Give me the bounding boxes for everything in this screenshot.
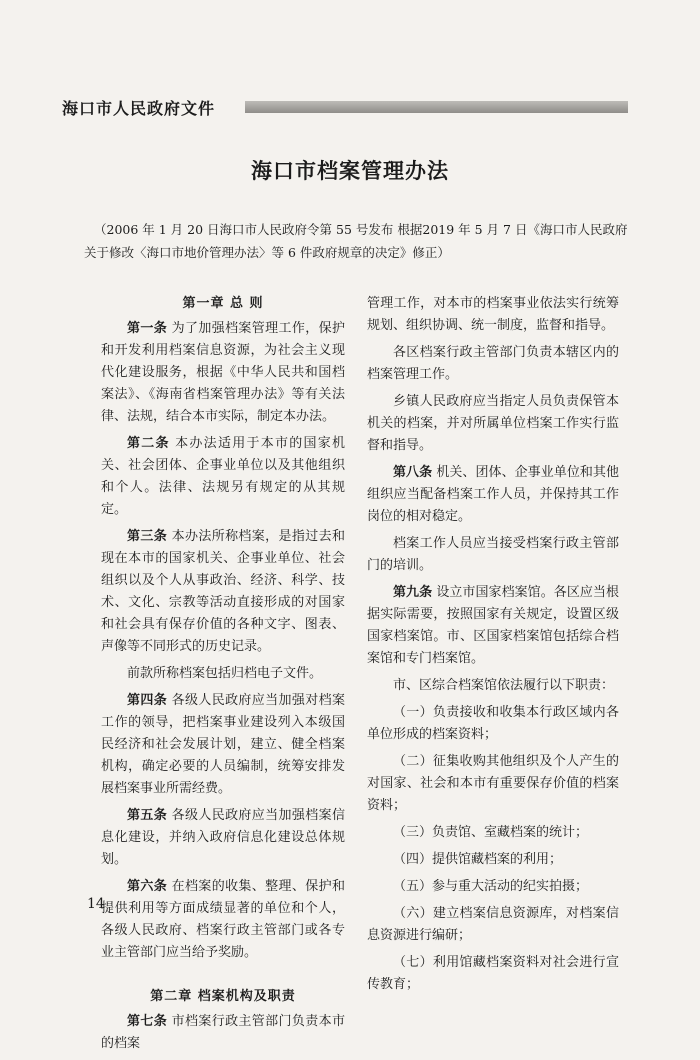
article-label: 第二条 bbox=[127, 436, 170, 451]
article-3 bbox=[101, 526, 345, 658]
document-title: 海口市档案管理办法 bbox=[251, 158, 449, 183]
header-rule bbox=[245, 101, 628, 113]
article-text: 市档案行政主管部门负责本市的档案 bbox=[101, 1014, 345, 1051]
article-text: 本办法适用于本市的国家机关、社会团体、企事业单位以及其他组织和个人。法律、法规另有规定的从其规定。 bbox=[101, 436, 345, 517]
article-7 bbox=[101, 1011, 345, 1055]
article-3-para-2: 前款所称档案包括归档电子文件。 bbox=[127, 666, 323, 681]
article-label: 第五条 bbox=[127, 808, 168, 823]
left-column bbox=[101, 293, 345, 1060]
article-text: 各级人民政府应当加强对档案工作的领导，把档案事业建设列入本级国民经济和社会发展计划，建立、健全档案机构，确定必要的人员编制，统筹安排发展档案事业所需经费。 bbox=[101, 693, 345, 796]
duty-item: （五）参与重大活动的纪实拍摄； bbox=[393, 879, 589, 894]
article-text: 本办法所称档案，是指过去和现在本市的国家机关、企事业单位、社会组织以及个人从事政治、经济、科学、技术、文化、宗教等活动直接形成的对国家和社会具有保存价值的各种文字、图表、声像等不同形式的历史记录。 bbox=[101, 529, 345, 654]
page-header bbox=[62, 98, 628, 120]
article-8 bbox=[367, 462, 619, 528]
article-7-para-3: 乡镇人民政府应当指定人员负责保管本机关的档案，并对所属单位档案工作实行监督和指导。 bbox=[367, 394, 619, 453]
article-label: 第三条 bbox=[127, 529, 168, 544]
duty-item: （二）征集收购其他组织及个人产生的对国家、社会和本市有重要保存价值的档案资料； bbox=[367, 754, 619, 813]
article-4 bbox=[101, 690, 345, 800]
article-2 bbox=[101, 433, 345, 521]
article-label: 第一条 bbox=[127, 321, 168, 336]
article-text: 在档案的收集、整理、保护和提供利用等方面成绩显著的单位和个人，各级人民政府、档案行政主管部门或各专业主管部门应当给予奖励。 bbox=[101, 879, 345, 960]
duty-item: （一）负责接收和收集本行政区域内各单位形成的档案资料； bbox=[367, 705, 619, 742]
article-label: 第七条 bbox=[127, 1014, 168, 1029]
article-9 bbox=[367, 582, 619, 670]
article-text: 设立市国家档案馆。各区应当根据实际需要，按照国家有关规定，设置区级国家档案馆。市、区国家档案馆包括综合档案馆和专门档案馆。 bbox=[367, 585, 619, 666]
duty-item: （三）负责馆、室藏档案的统计； bbox=[393, 825, 589, 840]
duty-item: （四）提供馆藏档案的利用； bbox=[393, 852, 563, 867]
article-8-para-2: 档案工作人员应当接受档案行政主管部门的培训。 bbox=[367, 536, 619, 573]
article-7-continued: 管理工作，对本市的档案事业依法实行统筹规划、组织协调、统一制度，监督和指导。 bbox=[367, 296, 619, 333]
article-text: 各级人民政府应当加强档案信息化建设，并纳入政府信息化建设总体规划。 bbox=[101, 808, 345, 867]
article-text: 为了加强档案管理工作，保护和开发利用档案信息资源，为社会主义现代化建设服务，根据《中华人民共和国档案法》、《海南省档案管理办法》等有关法律、法规，结合本市实际，制定本办法。 bbox=[101, 321, 345, 424]
right-column bbox=[367, 293, 619, 1001]
article-label: 第八条 bbox=[393, 465, 433, 480]
duty-item: （七）利用馆藏档案资料对社会进行宣传教育； bbox=[367, 955, 619, 992]
article-text: 机关、团体、企事业单位和其他组织应当配备档案工作人员，并保持其工作岗位的相对稳定。 bbox=[367, 465, 619, 524]
header-title: 海口市人民政府文件 bbox=[62, 99, 216, 118]
article-9-para-2: 市、区综合档案馆依法履行以下职责： bbox=[393, 678, 615, 693]
article-label: 第六条 bbox=[127, 879, 168, 894]
duty-item: （六）建立档案信息资源库，对档案信息资源进行编研； bbox=[367, 906, 619, 943]
article-1 bbox=[101, 318, 345, 428]
chapter-heading-1: 第一章 总 则 bbox=[182, 296, 264, 311]
article-label: 第九条 bbox=[393, 585, 433, 600]
article-6 bbox=[101, 876, 345, 964]
article-label: 第四条 bbox=[127, 693, 168, 708]
page-number: 14 bbox=[87, 896, 105, 912]
promulgation-note: （2006 年 1 月 20 日海口市人民政府令第 55 号发布 根据2019 年 5 月 7 日《海口市人民政府关于修改〈海口市地价管理办法〉等 6 件政府规章的决定》修正） bbox=[84, 222, 628, 260]
article-5 bbox=[101, 805, 345, 871]
article-7-para-2: 各区档案行政主管部门负责本辖区内的档案管理工作。 bbox=[367, 345, 619, 382]
chapter-heading-2: 第二章 档案机构及职责 bbox=[150, 989, 296, 1004]
